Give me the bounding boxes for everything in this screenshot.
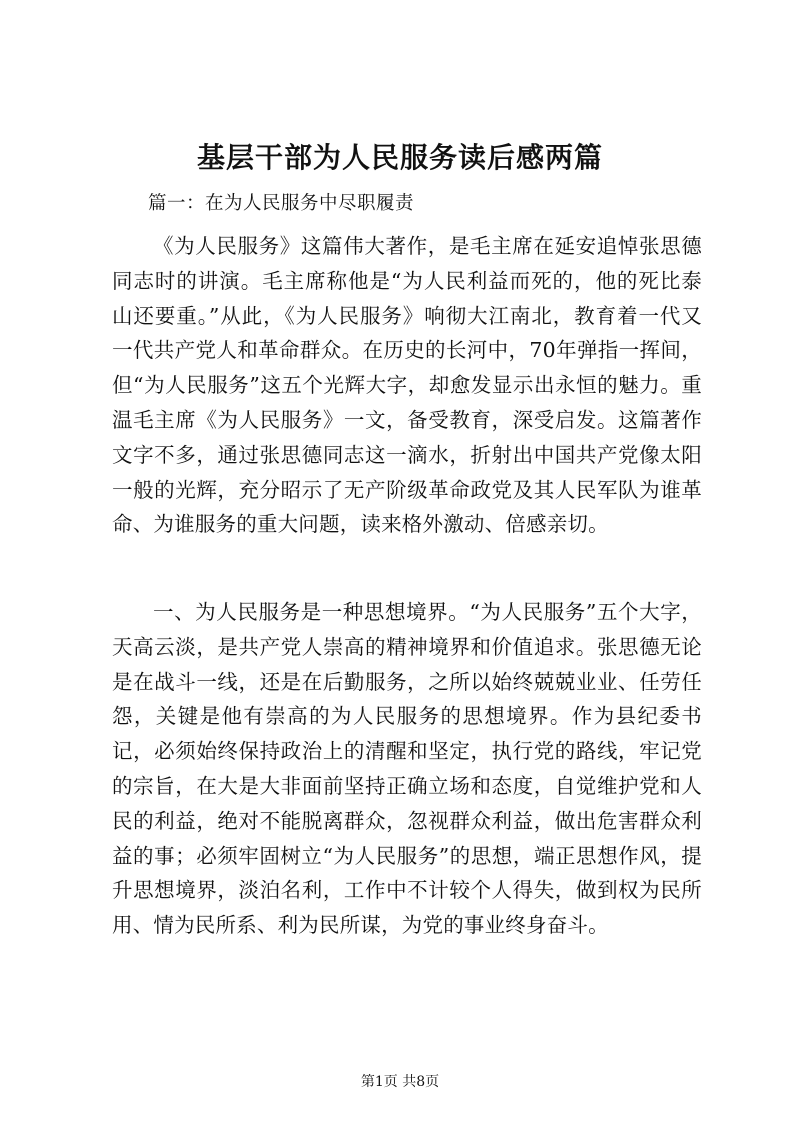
paragraph-2: 一、为人民服务是一种思想境界。“为人民服务”五个大字，天高云淡，是共产党人崇高的精神境界和价值追求。张思德无论是在战斗一线，还是在后勤服务，之所以始终兢兢业业、任劳任怨，关键是他有崇高的为人民服务的思想境界。作为县纪委书记，必须始终保持政治上的清醒和坚定，执行党的路线，牢记党的宗旨，在大是大非面前坚持正确立场和态度，自觉维护党和人民的利益，绝对不能脱离群众，忽视群众利益，做出危害群众利益的事；必须牢固树立“为人民服务”的思想，端正思想作风，提升思想境界，淡泊名利，工作中不计较个人得失，做到权为民所用、情为民所系、利为民所谋，为党的事业终身奋斗。 [112,600,702,938]
page-footer: 第1页 共8页 [360,1074,440,1090]
paragraph-1: 《为人民服务》这篇伟大著作，是毛主席在延安追悼张思德同志时的讲演。毛主席称他是“为人民利益而死的，他的死比泰山还要重。”从此，《为人民服务》响彻大江南北，教育着一代又一代共产党人和革命群众。在历史的长河中，70年弹指一挥间，但“为人民服务”这五个光辉大字，却愈发显示出永恒的魅力。重温毛主席《为人民服务》一文，备受教育，深受启发。这篇著作文字不多，通过张思德同志这一滴水，折射出中国共产党像太阳一般的光辉，充分昭示了无产阶级革命政党及其人民军队为谁革命、为谁服务的重大问题，读来格外激动、倍感亲切。 [112,234,702,537]
document-title: 基层干部为人民服务读后感两篇 [196,141,603,174]
section-title: 篇一：在为人民服务中尽职履责 [148,193,415,214]
